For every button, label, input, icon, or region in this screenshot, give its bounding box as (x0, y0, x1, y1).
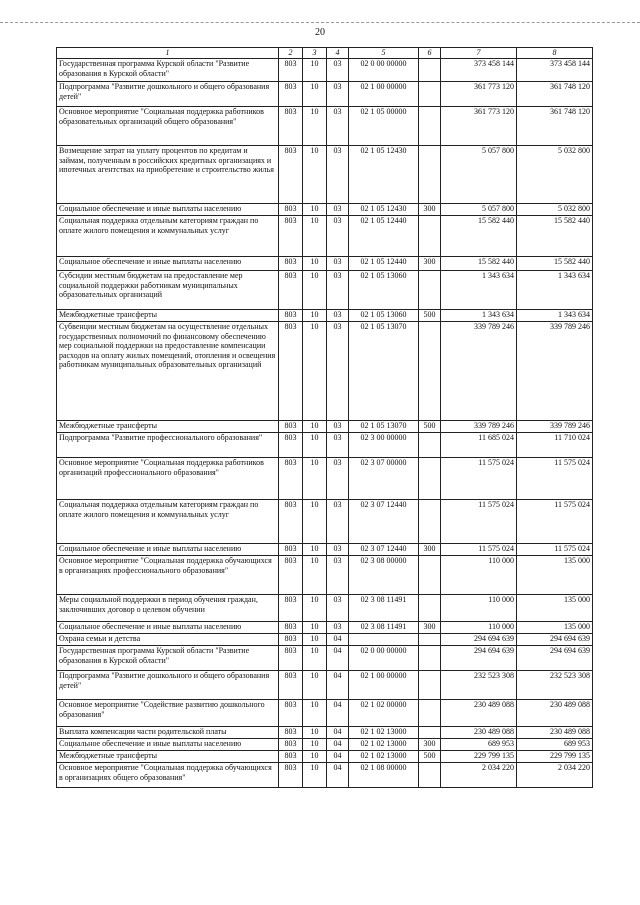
row-amount-year1: 373 458 144 (441, 59, 517, 82)
row-ved-code: 803 (279, 146, 303, 204)
table-row (57, 646, 593, 671)
row-ved-code: 803 (279, 421, 303, 433)
row-subsection-code: 03 (327, 82, 349, 107)
row-expense-type (419, 271, 441, 310)
row-amount-year2: 135 000 (517, 622, 593, 634)
table-row (57, 107, 593, 146)
row-target-code: 02 3 07 12440 (349, 500, 419, 544)
row-name: Социальное обеспечение и иные выплаты населению (57, 257, 279, 271)
row-target-code: 02 3 07 12440 (349, 544, 419, 556)
table-row (57, 458, 593, 500)
row-amount-year1: 15 582 440 (441, 257, 517, 271)
row-section-code: 10 (303, 421, 327, 433)
row-section-code: 10 (303, 500, 327, 544)
row-name: Выплата компенсации части родительской платы (57, 727, 279, 739)
row-expense-type: 500 (419, 421, 441, 433)
row-target-code: 02 1 05 13070 (349, 421, 419, 433)
row-name: Подпрограмма "Развитие дошкольного и общего образования детей" (57, 671, 279, 700)
table-row (57, 421, 593, 433)
row-target-code: 02 0 00 00000 (349, 646, 419, 671)
row-target-code: 02 1 05 13070 (349, 322, 419, 421)
row-expense-type (419, 556, 441, 595)
row-ved-code: 803 (279, 458, 303, 500)
row-section-code: 10 (303, 204, 327, 216)
row-amount-year2: 11 575 024 (517, 458, 593, 500)
row-ved-code: 803 (279, 271, 303, 310)
table-row (57, 751, 593, 763)
row-target-code: 02 1 02 13000 (349, 751, 419, 763)
row-amount-year2: 5 032 800 (517, 146, 593, 204)
row-expense-type: 300 (419, 204, 441, 216)
table-row (57, 700, 593, 727)
row-ved-code: 803 (279, 646, 303, 671)
row-name: Социальное обеспечение и иные выплаты населению (57, 204, 279, 216)
row-amount-year2: 339 789 246 (517, 322, 593, 421)
row-name: Подпрограмма "Развитие дошкольного и общего образования детей" (57, 82, 279, 107)
table-row (57, 671, 593, 700)
row-subsection-code: 04 (327, 727, 349, 739)
row-amount-year1: 294 694 639 (441, 646, 517, 671)
row-section-code: 10 (303, 622, 327, 634)
row-name: Межбюджетные трансферты (57, 421, 279, 433)
column-header: 4 (327, 48, 349, 59)
row-name: Основное мероприятие "Социальная поддержка работников организаций профессионального образования" (57, 458, 279, 500)
row-amount-year2: 15 582 440 (517, 216, 593, 257)
row-subsection-code: 04 (327, 751, 349, 763)
row-section-code: 10 (303, 322, 327, 421)
row-section-code: 10 (303, 271, 327, 310)
table-row (57, 727, 593, 739)
row-target-code: 02 1 05 12430 (349, 146, 419, 204)
row-section-code: 10 (303, 595, 327, 622)
row-expense-type (419, 671, 441, 700)
row-subsection-code: 03 (327, 458, 349, 500)
table-row (57, 739, 593, 751)
row-subsection-code: 03 (327, 433, 349, 458)
row-subsection-code: 03 (327, 59, 349, 82)
row-amount-year1: 232 523 308 (441, 671, 517, 700)
row-amount-year1: 339 789 246 (441, 421, 517, 433)
row-section-code: 10 (303, 671, 327, 700)
row-ved-code: 803 (279, 257, 303, 271)
row-ved-code: 803 (279, 544, 303, 556)
row-expense-type (419, 763, 441, 788)
row-name: Субсидии местным бюджетам на предоставление мер социальной поддержки работникам муниципальных образовательных организаций (57, 271, 279, 310)
row-ved-code: 803 (279, 763, 303, 788)
row-name: Подпрограмма "Развитие профессионального образования" (57, 433, 279, 458)
row-subsection-code: 04 (327, 634, 349, 646)
row-section-code: 10 (303, 216, 327, 257)
budget-table-body (57, 59, 593, 788)
row-target-code: 02 1 08 00000 (349, 763, 419, 788)
row-ved-code: 803 (279, 634, 303, 646)
row-subsection-code: 04 (327, 646, 349, 671)
row-subsection-code: 03 (327, 107, 349, 146)
row-section-code: 10 (303, 146, 327, 204)
row-amount-year2: 339 789 246 (517, 421, 593, 433)
row-ved-code: 803 (279, 82, 303, 107)
row-name: Возмещение затрат на уплату процентов по кредитам и займам, полученным в российских кредитных организациях и ипотечных агентствах на приобретение и строительство жилья (57, 146, 279, 204)
row-name: Государственная программа Курской области "Развитие образования в Курской области" (57, 59, 279, 82)
row-name: Межбюджетные трансферты (57, 751, 279, 763)
row-section-code: 10 (303, 634, 327, 646)
page-number: 20 (315, 27, 325, 38)
row-subsection-code: 03 (327, 310, 349, 322)
row-name: Основное мероприятие "Социальная поддержка работников образовательных организаций общего образования" (57, 107, 279, 146)
row-amount-year2: 2 034 220 (517, 763, 593, 788)
row-amount-year1: 11 575 024 (441, 458, 517, 500)
table-row (57, 634, 593, 646)
row-amount-year1: 339 789 246 (441, 322, 517, 421)
row-subsection-code: 03 (327, 216, 349, 257)
row-amount-year1: 689 953 (441, 739, 517, 751)
row-expense-type (419, 146, 441, 204)
row-amount-year1: 11 575 024 (441, 500, 517, 544)
row-expense-type (419, 107, 441, 146)
row-subsection-code: 03 (327, 421, 349, 433)
row-target-code: 02 1 02 00000 (349, 700, 419, 727)
row-ved-code: 803 (279, 107, 303, 146)
row-ved-code: 803 (279, 595, 303, 622)
row-target-code: 02 3 07 00000 (349, 458, 419, 500)
row-section-code: 10 (303, 751, 327, 763)
row-name: Социальное обеспечение и иные выплаты населению (57, 622, 279, 634)
row-section-code: 10 (303, 59, 327, 82)
row-subsection-code: 03 (327, 257, 349, 271)
row-target-code: 02 3 08 11491 (349, 622, 419, 634)
row-ved-code: 803 (279, 700, 303, 727)
row-subsection-code: 03 (327, 595, 349, 622)
row-expense-type (419, 727, 441, 739)
row-amount-year2: 135 000 (517, 556, 593, 595)
row-ved-code: 803 (279, 727, 303, 739)
budget-table (56, 47, 593, 788)
row-amount-year1: 361 773 120 (441, 82, 517, 107)
row-section-code: 10 (303, 82, 327, 107)
row-target-code: 02 1 02 13000 (349, 727, 419, 739)
row-amount-year2: 361 748 120 (517, 107, 593, 146)
row-ved-code: 803 (279, 59, 303, 82)
row-amount-year1: 230 489 088 (441, 727, 517, 739)
row-name: Основное мероприятие "Содействие развитию дошкольного образования" (57, 700, 279, 727)
row-subsection-code: 03 (327, 204, 349, 216)
row-subsection-code: 04 (327, 739, 349, 751)
row-target-code: 02 1 00 00000 (349, 82, 419, 107)
row-target-code: 02 1 05 13060 (349, 310, 419, 322)
row-amount-year1: 361 773 120 (441, 107, 517, 146)
row-section-code: 10 (303, 257, 327, 271)
table-row (57, 146, 593, 204)
row-amount-year1: 5 057 800 (441, 146, 517, 204)
row-section-code: 10 (303, 310, 327, 322)
row-amount-year1: 110 000 (441, 556, 517, 595)
row-subsection-code: 03 (327, 146, 349, 204)
row-subsection-code: 03 (327, 500, 349, 544)
table-row (57, 59, 593, 82)
row-ved-code: 803 (279, 622, 303, 634)
row-expense-type: 300 (419, 622, 441, 634)
row-subsection-code: 04 (327, 763, 349, 788)
row-section-code: 10 (303, 727, 327, 739)
top-rule (0, 22, 640, 23)
column-header: 8 (517, 48, 593, 59)
table-row (57, 204, 593, 216)
row-target-code: 02 3 00 00000 (349, 433, 419, 458)
row-subsection-code: 03 (327, 556, 349, 595)
row-amount-year1: 230 489 088 (441, 700, 517, 727)
row-amount-year2: 1 343 634 (517, 310, 593, 322)
table-row (57, 622, 593, 634)
table-row (57, 310, 593, 322)
row-subsection-code: 03 (327, 271, 349, 310)
row-target-code: 02 3 08 00000 (349, 556, 419, 595)
row-name: Социальное обеспечение и иные выплаты населению (57, 739, 279, 751)
row-section-code: 10 (303, 739, 327, 751)
row-amount-year2: 135 000 (517, 595, 593, 622)
row-section-code: 10 (303, 763, 327, 788)
row-amount-year1: 1 343 634 (441, 271, 517, 310)
table-row (57, 763, 593, 788)
column-header: 1 (57, 48, 279, 59)
row-section-code: 10 (303, 556, 327, 595)
row-amount-year2: 232 523 308 (517, 671, 593, 700)
row-amount-year1: 11 575 024 (441, 544, 517, 556)
row-amount-year1: 15 582 440 (441, 216, 517, 257)
table-row (57, 271, 593, 310)
row-ved-code: 803 (279, 204, 303, 216)
table-row (57, 322, 593, 421)
table-row (57, 82, 593, 107)
row-ved-code: 803 (279, 671, 303, 700)
row-target-code (349, 634, 419, 646)
column-header: 7 (441, 48, 517, 59)
row-amount-year2: 361 748 120 (517, 82, 593, 107)
column-header: 2 (279, 48, 303, 59)
row-amount-year2: 230 489 088 (517, 727, 593, 739)
table-row (57, 257, 593, 271)
row-name: Основное мероприятие "Социальная поддержка обучающихся в организациях профессионального образования" (57, 556, 279, 595)
row-target-code: 02 3 08 11491 (349, 595, 419, 622)
row-subsection-code: 03 (327, 544, 349, 556)
row-amount-year1: 2 034 220 (441, 763, 517, 788)
row-name: Охрана семьи и детства (57, 634, 279, 646)
table-row (57, 544, 593, 556)
row-section-code: 10 (303, 544, 327, 556)
row-ved-code: 803 (279, 310, 303, 322)
row-target-code: 02 1 05 13060 (349, 271, 419, 310)
row-amount-year2: 11 575 024 (517, 500, 593, 544)
row-target-code: 02 1 05 12440 (349, 257, 419, 271)
row-amount-year1: 229 799 135 (441, 751, 517, 763)
row-amount-year1: 5 057 800 (441, 204, 517, 216)
row-ved-code: 803 (279, 500, 303, 544)
column-header: 6 (419, 48, 441, 59)
row-amount-year2: 11 710 024 (517, 433, 593, 458)
row-expense-type (419, 82, 441, 107)
row-amount-year1: 1 343 634 (441, 310, 517, 322)
row-amount-year2: 11 575 024 (517, 544, 593, 556)
row-target-code: 02 0 00 00000 (349, 59, 419, 82)
row-section-code: 10 (303, 646, 327, 671)
row-ved-code: 803 (279, 322, 303, 421)
row-section-code: 10 (303, 458, 327, 500)
row-amount-year2: 5 032 800 (517, 204, 593, 216)
row-name: Социальная поддержка отдельным категориям граждан по оплате жилого помещения и коммунальных услуг (57, 500, 279, 544)
row-ved-code: 803 (279, 751, 303, 763)
row-subsection-code: 04 (327, 700, 349, 727)
row-expense-type (419, 634, 441, 646)
row-expense-type (419, 500, 441, 544)
row-name: Основное мероприятие "Социальная поддержка обучающихся в организациях общего образования" (57, 763, 279, 788)
table-row (57, 556, 593, 595)
row-expense-type (419, 216, 441, 257)
row-target-code: 02 1 02 13000 (349, 739, 419, 751)
row-name: Субвенции местным бюджетам на осуществление отдельных государственных полномочий по финансовому обеспечению мер социальной поддержки на предоставление компенсации расходов на оплату жилых помещений, отопления и освещения работникам муниципальных образовательных организаций (57, 322, 279, 421)
row-target-code: 02 1 05 12430 (349, 204, 419, 216)
row-amount-year2: 230 489 088 (517, 700, 593, 727)
row-amount-year2: 15 582 440 (517, 257, 593, 271)
row-expense-type (419, 59, 441, 82)
row-amount-year2: 1 343 634 (517, 271, 593, 310)
row-expense-type: 300 (419, 257, 441, 271)
row-amount-year2: 294 694 639 (517, 646, 593, 671)
row-expense-type (419, 700, 441, 727)
row-expense-type (419, 458, 441, 500)
row-amount-year2: 229 799 135 (517, 751, 593, 763)
row-expense-type: 300 (419, 739, 441, 751)
table-row (57, 500, 593, 544)
row-expense-type (419, 433, 441, 458)
table-row (57, 216, 593, 257)
row-ved-code: 803 (279, 433, 303, 458)
row-name: Государственная программа Курской области "Развитие образования в Курской области" (57, 646, 279, 671)
row-expense-type (419, 595, 441, 622)
row-amount-year2: 294 694 639 (517, 634, 593, 646)
row-expense-type (419, 322, 441, 421)
row-ved-code: 803 (279, 216, 303, 257)
row-section-code: 10 (303, 433, 327, 458)
column-header: 5 (349, 48, 419, 59)
row-name: Социальная поддержка отдельным категориям граждан по оплате жилого помещения и коммунальных услуг (57, 216, 279, 257)
row-amount-year2: 373 458 144 (517, 59, 593, 82)
row-expense-type: 500 (419, 751, 441, 763)
row-name: Межбюджетные трансферты (57, 310, 279, 322)
column-header: 3 (303, 48, 327, 59)
row-target-code: 02 1 05 12440 (349, 216, 419, 257)
row-section-code: 10 (303, 700, 327, 727)
row-target-code: 02 1 00 00000 (349, 671, 419, 700)
row-name: Меры социальной поддержки в период обучения граждан, заключивших договор о целевом обучении (57, 595, 279, 622)
row-amount-year2: 689 953 (517, 739, 593, 751)
row-section-code: 10 (303, 107, 327, 146)
row-amount-year1: 110 000 (441, 622, 517, 634)
row-subsection-code: 03 (327, 322, 349, 421)
row-expense-type: 500 (419, 310, 441, 322)
row-subsection-code: 04 (327, 671, 349, 700)
row-subsection-code: 03 (327, 622, 349, 634)
row-ved-code: 803 (279, 556, 303, 595)
header-row (57, 48, 593, 59)
row-amount-year1: 11 685 024 (441, 433, 517, 458)
row-name: Социальное обеспечение и иные выплаты населению (57, 544, 279, 556)
table-row (57, 433, 593, 458)
row-expense-type: 300 (419, 544, 441, 556)
row-amount-year1: 110 000 (441, 595, 517, 622)
table-row (57, 595, 593, 622)
row-amount-year1: 294 694 639 (441, 634, 517, 646)
row-ved-code: 803 (279, 739, 303, 751)
row-target-code: 02 1 05 00000 (349, 107, 419, 146)
row-expense-type (419, 646, 441, 671)
